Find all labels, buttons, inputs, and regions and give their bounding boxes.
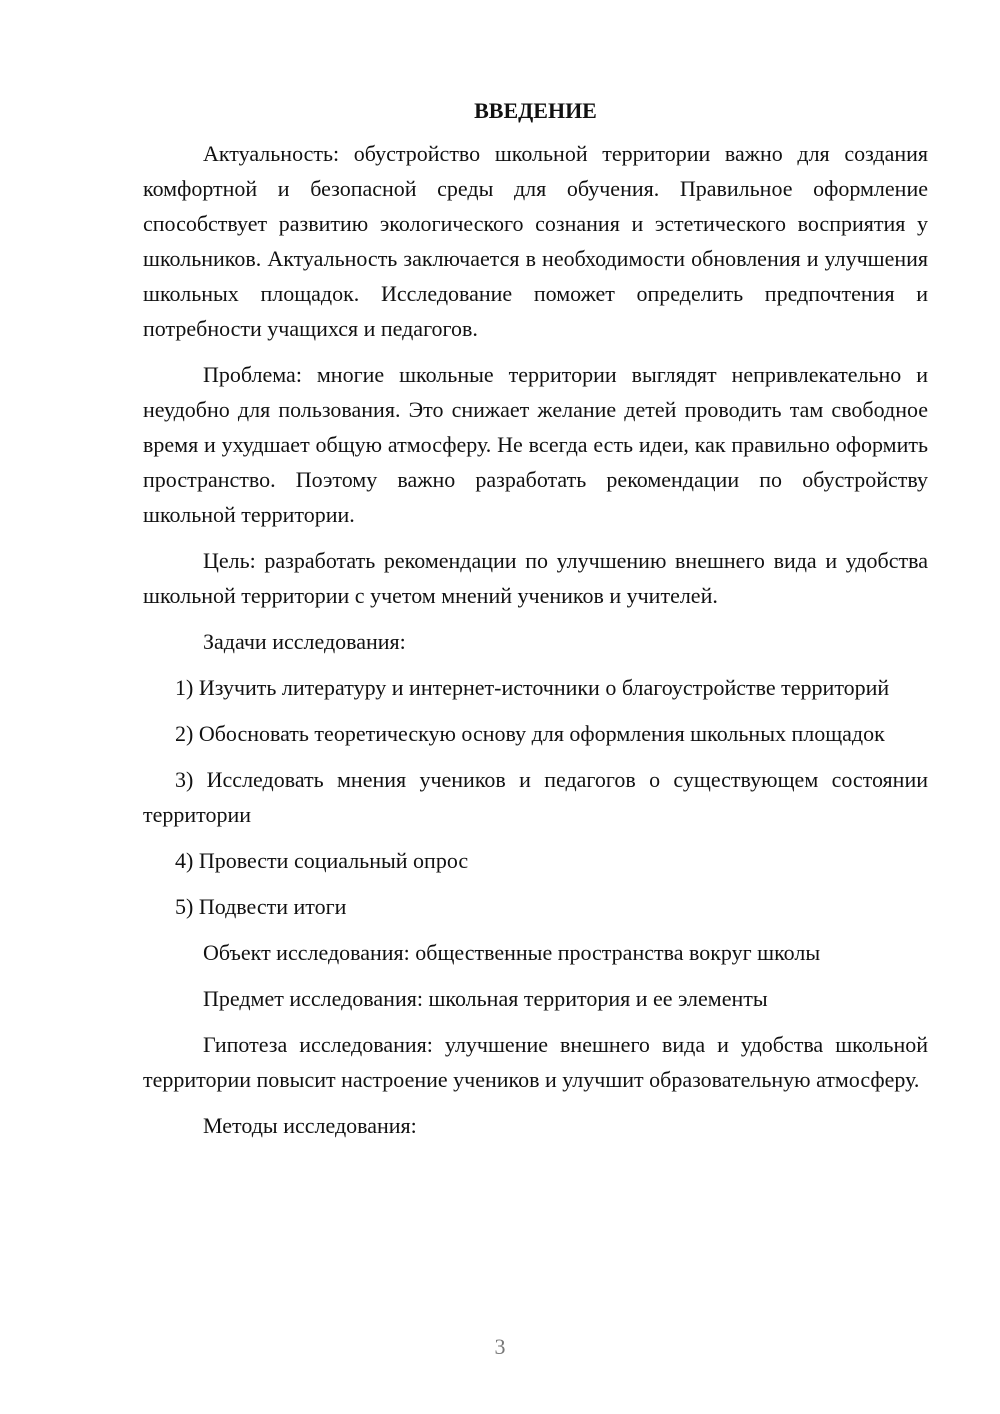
goal-paragraph: Цель: разработать рекомендации по улучшению внешнего вида и удобства школьной территории с учетом мнений учеников и учителей.	[143, 548, 928, 608]
list-item: 2) Обосновать теоретическую основу для оформления школьных площадок	[175, 721, 885, 746]
methods-heading: Методы исследования:	[203, 1113, 417, 1138]
hypothesis-paragraph: Гипотеза исследования: улучшение внешнего вида и удобства школьной территории повысит настроение учеников и улучшит образовательную атмосферу.	[143, 1032, 928, 1092]
document-page	[143, 96, 928, 1154]
relevance-paragraph: Актуальность: обустройство школьной территории важно для создания комфортной и безопасной среды для обучения. Правильное оформление способствует развитию экологического сознания и эстетического восприятия у школьников. Актуальность заключается в необходимости обновления и улучшения школьных площадок. Исследование поможет определить предпочтения и потребности учащихся и педагогов.	[143, 141, 928, 341]
subject-paragraph: Предмет исследования: школьная территория и ее элементы	[203, 986, 768, 1011]
page-number: 3	[494, 1334, 506, 1359]
list-item: 5) Подвести итоги	[175, 894, 347, 919]
list-item: 3) Исследовать мнения учеников и педагогов о существующем состоянии территории	[143, 767, 928, 827]
section-title: ВВЕДЕНИЕ	[474, 98, 597, 123]
list-item: 4) Провести социальный опрос	[175, 848, 469, 873]
list-item: 1) Изучить литературу и интернет-источники о благоустройстве территорий	[175, 675, 890, 700]
object-paragraph: Объект исследования: общественные пространства вокруг школы	[203, 940, 821, 965]
tasks-heading: Задачи исследования:	[203, 629, 406, 654]
problem-paragraph: Проблема: многие школьные территории выглядят непривлекательно и неудобно для пользования. Это снижает желание детей проводить там свободное время и ухудшает общую атмосферу. Не всегда есть идеи, как правильно оформить пространство. Поэтому важно разработать рекомендации по обустройству школьной территории.	[143, 362, 928, 527]
tasks-list	[143, 670, 928, 924]
